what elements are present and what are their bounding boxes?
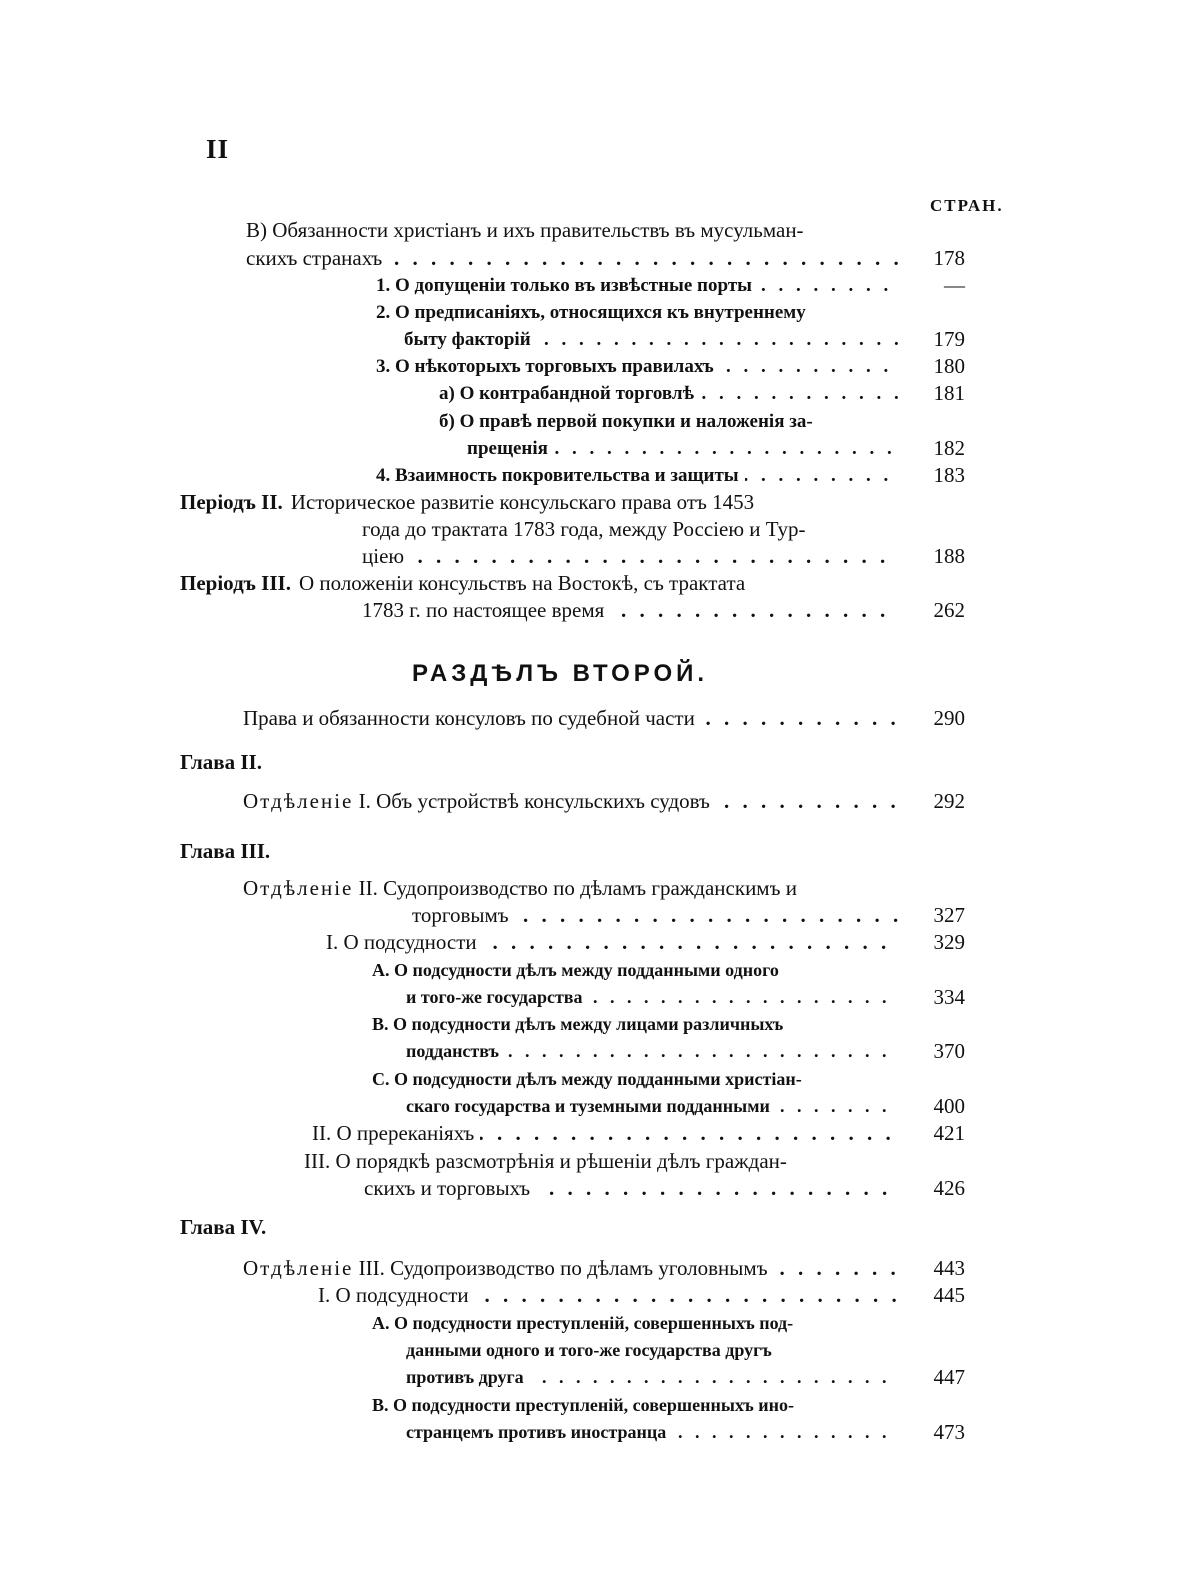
- toc-entry: II. О пререканіяхъ . . .: [312, 1120, 898, 1147]
- toc-entry: подданствъ . . .: [406, 1038, 898, 1065]
- toc-entry: А. О подсудности преступленій, совершенныхъ под-: [372, 1313, 794, 1333]
- toc-page-number: 334: [933, 985, 965, 1009]
- toc-entry: Отдѣленіе III. Судопроизводство по дѣламъ уголовнымъ . . .: [243, 1255, 898, 1282]
- toc-entry: 2. О предписаніяхъ, относящихся къ внутреннему: [376, 302, 806, 323]
- toc-entry: а) О контрабандной торговлѣ . . .: [439, 380, 898, 407]
- toc-page-number: 445: [933, 1283, 965, 1307]
- toc-page-number: 473: [933, 1420, 965, 1444]
- section-title: РАЗДѢЛЪ ВТОРОЙ.: [412, 660, 709, 687]
- toc-page-number: 329: [933, 930, 965, 954]
- toc-page-number: 179: [933, 327, 965, 351]
- toc-entry: Отдѣленіе I. Объ устройствѣ консульскихъ судовъ . . .: [243, 788, 898, 815]
- chapter-heading: Глава II.: [180, 750, 262, 774]
- chapter-heading: Глава III.: [180, 839, 271, 863]
- toc-entry: 4. Взаимность покровительства и защиты . . .: [376, 462, 898, 489]
- toc-entry: противъ друга . . .: [406, 1364, 898, 1391]
- toc-entry: Періодъ III. О положеніи консульствъ на Востокѣ, съ трактата: [180, 571, 746, 595]
- toc-page-number: 327: [933, 903, 965, 927]
- toc-page-number: 183: [933, 463, 965, 487]
- toc-entry: I. О подсудности . . .: [326, 929, 898, 956]
- toc-page-number: 180: [933, 354, 965, 378]
- period-label: Періодъ II.: [180, 490, 283, 514]
- toc-entry: Права и обязанности консуловъ по судебной части . . .: [243, 705, 898, 732]
- toc-entry: прещенія . . .: [467, 435, 898, 462]
- toc-page-number: 182: [933, 436, 965, 460]
- toc-entry: 1. О допущеніи только въ извѣстные порты . . .: [376, 272, 898, 299]
- toc-entry: С. О подсудности дѣлъ между подданными христіан-: [372, 1069, 802, 1089]
- toc-page-number: 426: [933, 1176, 965, 1200]
- toc-entry: ціею . . .: [362, 543, 898, 570]
- toc-page-number: 421: [933, 1121, 965, 1145]
- toc-entry: Отдѣленіе II. Судопроизводство по дѣламъ гражданскимъ и: [243, 876, 797, 900]
- toc-entry: Періодъ II. Историческое развитіе консульскаго права отъ 1453: [180, 490, 755, 514]
- toc-entry: скихъ странахъ . . .: [246, 245, 898, 272]
- toc-page-number: 188: [933, 544, 965, 568]
- toc-entry: и того-же государства . . .: [406, 984, 898, 1011]
- toc-entry: В. О подсудности дѣлъ между лицами различныхъ: [372, 1014, 784, 1034]
- toc-page-number: 443: [933, 1256, 965, 1280]
- toc-entry: данными одного и того-же государства другъ: [406, 1340, 772, 1360]
- chapter-heading: Глава IV.: [180, 1215, 267, 1239]
- toc-entry: б) О правѣ первой покупки и наложенія за-: [439, 411, 813, 432]
- toc-entry: 1783 г. по настоящее время . . .: [362, 597, 898, 624]
- toc-entry: скихъ и торговыхъ . . .: [364, 1175, 898, 1202]
- toc-entry: странцемъ противъ иностранца . . .: [406, 1419, 898, 1446]
- toc-page-number: 178: [933, 246, 965, 270]
- toc-entry: скаго государства и туземными подданными . . .: [406, 1093, 898, 1120]
- toc-entry: В) Обязанности христіанъ и ихъ правительствъ въ мусульман-: [246, 218, 804, 242]
- toc-entry: В. О подсудности преступленій, совершенныхъ ино-: [372, 1395, 794, 1415]
- toc-page-number: —: [944, 273, 965, 297]
- toc-entry: 3. О нѣкоторыхъ торговыхъ правилахъ . . .: [376, 353, 898, 380]
- toc-page-number: 447: [933, 1365, 965, 1389]
- toc-entry: III. О порядкѣ разсмотрѣнія и рѣшеніи дѣлъ граждан-: [304, 1149, 787, 1173]
- toc-entry: А. О подсудности дѣлъ между подданными одного: [372, 960, 779, 980]
- toc-page-number: 262: [933, 598, 965, 622]
- toc-page-number: 292: [933, 789, 965, 813]
- toc-page-number: 400: [933, 1094, 965, 1118]
- column-header-pages: СТРАН.: [930, 196, 1004, 215]
- period-label: Періодъ III.: [180, 571, 291, 595]
- toc-entry: торговымъ . . .: [412, 902, 898, 929]
- toc-page-number: 370: [933, 1039, 965, 1063]
- page-number: II: [206, 134, 230, 164]
- toc-page-number: 181: [933, 381, 965, 405]
- toc-entry: I. О подсудности . . .: [318, 1282, 898, 1309]
- toc-entry: быту факторій . . .: [404, 326, 898, 353]
- toc-page-number: 290: [933, 706, 965, 730]
- toc-entry: года до трактата 1783 года, между Россіею и Тур-: [362, 517, 806, 541]
